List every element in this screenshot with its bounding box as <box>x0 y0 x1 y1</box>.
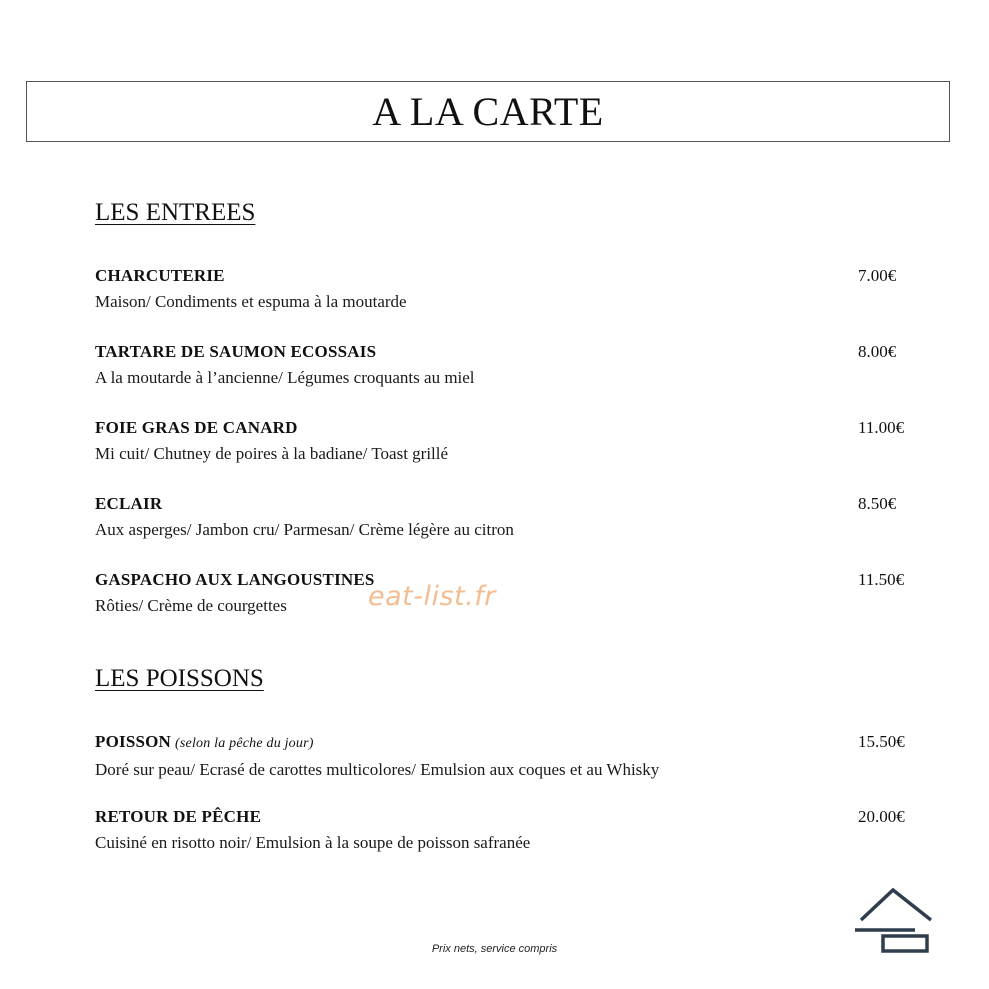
menu-item <box>95 266 925 312</box>
item-price: 11.50€ <box>858 570 905 589</box>
item-description: Maison/ Condiments et espuma à la moutarde <box>95 292 407 311</box>
item-name: CHARCUTERIE <box>95 266 225 285</box>
item-description: Aux asperges/ Jambon cru/ Parmesan/ Crème légère au citron <box>95 520 514 539</box>
item-price: 7.00€ <box>858 266 897 285</box>
footer-note: Prix nets, service compris <box>431 943 558 955</box>
page-title: A LA CARTE <box>372 89 604 134</box>
item-name: GASPACHO AUX LANGOUSTINES <box>95 570 375 589</box>
item-name: FOIE GRAS DE CANARD <box>95 418 298 437</box>
menu-item <box>95 732 925 780</box>
item-name: POISSON (selon la pêche du jour) <box>95 732 314 751</box>
item-description: Mi cuit/ Chutney de poires à la badiane/ Toast grillé <box>95 444 449 463</box>
section-title-poissons: LES POISSONS <box>95 665 264 692</box>
item-name: RETOUR DE PÊCHE <box>95 807 262 826</box>
item-price: 8.50€ <box>858 494 897 513</box>
item-description: Cuisiné en risotto noir/ Emulsion à la soupe de poisson safranée <box>95 833 531 852</box>
item-price: 20.00€ <box>858 807 905 826</box>
item-price: 15.50€ <box>858 732 905 751</box>
title-box <box>26 81 950 142</box>
menu-item <box>95 807 925 853</box>
item-price: 8.00€ <box>858 342 897 361</box>
item-price: 11.00€ <box>858 418 905 437</box>
menu-item <box>95 494 925 540</box>
item-name: ECLAIR <box>95 494 163 513</box>
section-title-entrees: LES ENTREES <box>95 199 256 226</box>
menu-item <box>95 570 925 616</box>
item-note: (selon la pêche du jour) <box>175 736 314 751</box>
watermark: eat-list.fr <box>368 581 496 612</box>
item-description: A la moutarde à l’ancienne/ Légumes croquants au miel <box>95 368 475 387</box>
menu-item <box>95 418 925 464</box>
item-description: Rôties/ Crème de courgettes <box>95 596 287 615</box>
item-description: Doré sur peau/ Ecrasé de carottes multicolores/ Emulsion aux coques et au Whisky <box>95 760 660 779</box>
item-name: TARTARE DE SAUMON ECOSSAIS <box>95 342 377 361</box>
menu-item <box>95 342 925 388</box>
house-icon <box>855 888 935 954</box>
